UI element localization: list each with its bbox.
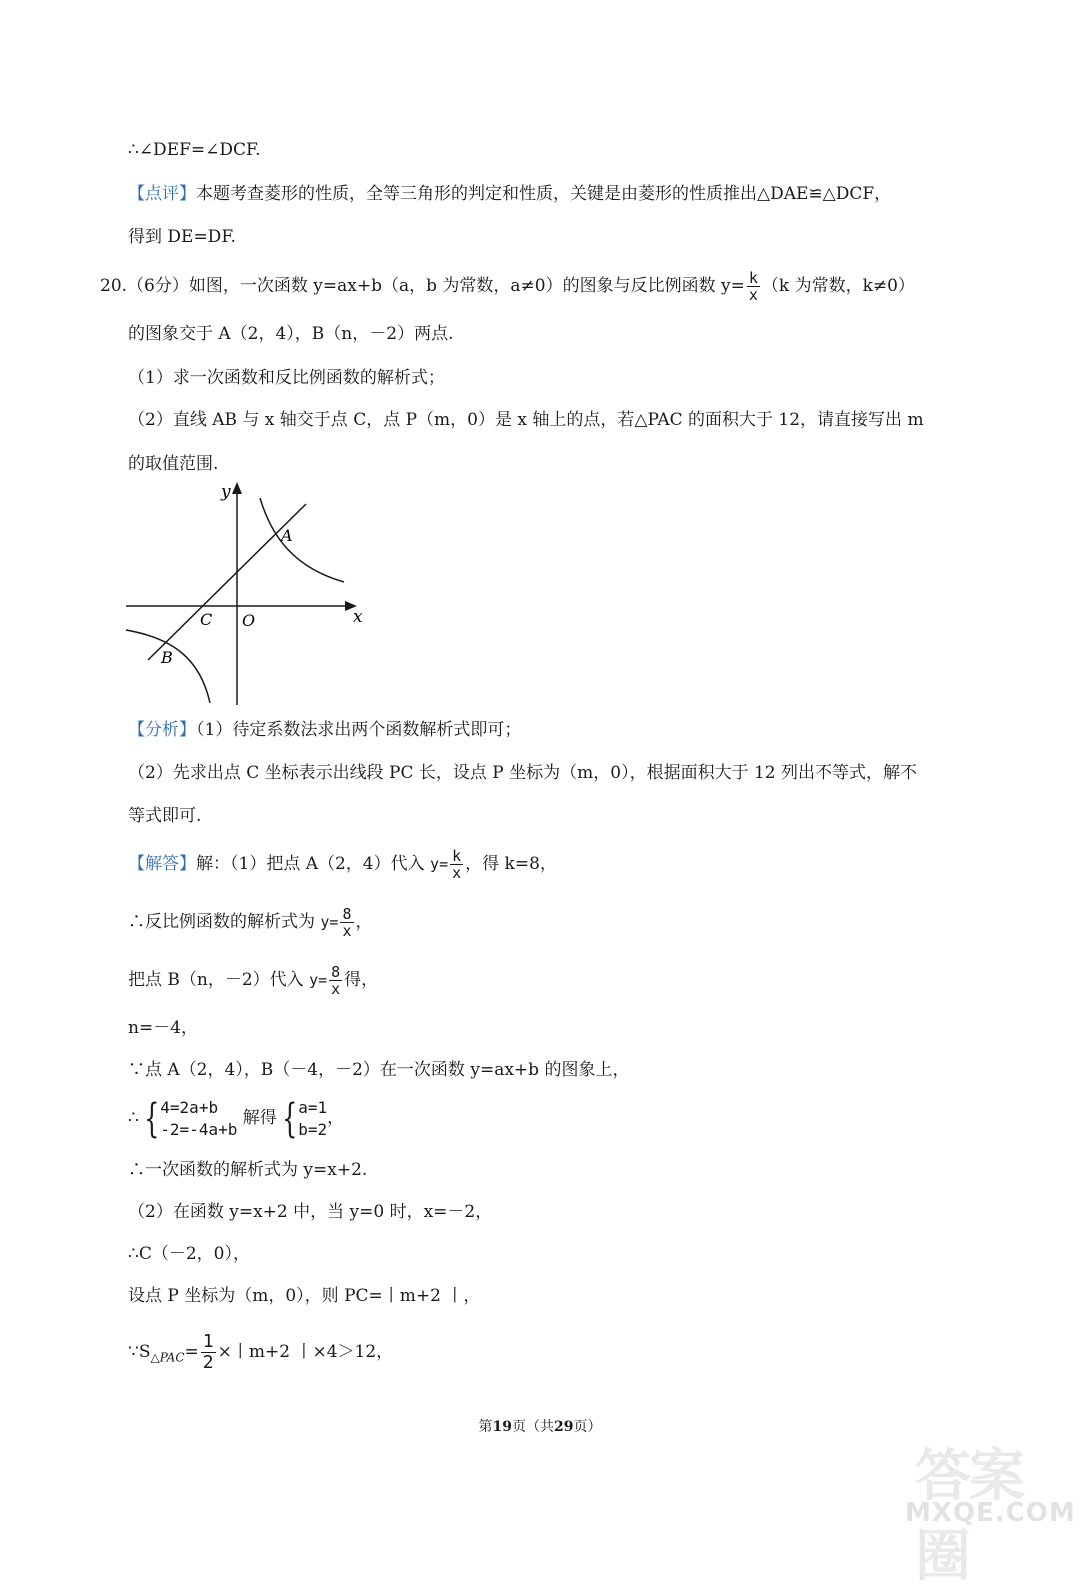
fraction-numerator: 1 — [202, 1331, 214, 1352]
question-20-part-1: （1）求一次函数和反比例函数的解析式； — [128, 368, 445, 388]
equation-row: 4=2a+b — [160, 1097, 219, 1117]
solution-line-7: ∴一次函数的解析式为 y=x+2. — [128, 1160, 368, 1180]
solution-text-2b: ， — [355, 912, 373, 932]
area-subscript: △PAC — [150, 1350, 185, 1365]
fraction-numerator: k — [748, 269, 758, 287]
fraction-denominator: x — [452, 864, 462, 882]
comment-tag: 【点评】 — [128, 184, 196, 204]
solution-text-3b: 得， — [344, 970, 379, 990]
label-origin-O: O — [242, 611, 256, 630]
fraction-numerator: k — [452, 847, 462, 865]
equation-system-1 — [160, 1097, 237, 1141]
solution-text-6a: ∴ — [128, 1108, 139, 1128]
analysis-line-1 — [128, 718, 521, 742]
solution-text-2a: ∴反比例函数的解析式为 — [128, 912, 315, 932]
solution-line-2 — [128, 906, 373, 939]
analysis-text-1: （1）待定系数法求出两个函数解析式即可； — [196, 720, 522, 740]
watermark-text-top: 答案圈 — [915, 1444, 1023, 1589]
question-20-text-b: （k 为常数，k≠0） — [761, 276, 915, 296]
solution-text-6b: 解得 — [242, 1108, 277, 1128]
fraction-denominator: x — [748, 286, 758, 304]
solution-1-lhs: y= — [430, 855, 449, 873]
solution-text-3a: 把点 B（n，－2）代入 — [128, 970, 304, 990]
comment-line-2: 得到 DE=DF. — [128, 227, 236, 247]
fraction-denominator: 2 — [202, 1352, 214, 1373]
solution-3-lhs: y= — [309, 971, 328, 989]
solution-line-10: 设点 P 坐标为（m，0），则 PC=丨m+2 丨， — [128, 1286, 481, 1306]
analysis-tag: 【分析】 — [128, 720, 196, 740]
left-brace-2: { — [281, 1095, 298, 1142]
solution-line-3 — [128, 964, 378, 997]
fraction-8-over-x-2 — [329, 964, 342, 997]
function-graph-figure — [120, 478, 380, 713]
comment-text: 本题考查菱形的性质，全等三角形的判定和性质，关键是由菱形的性质推出△DAE≌△DCF， — [196, 184, 892, 204]
proof-conclusion: ∴∠DEF=∠DCF. — [128, 140, 261, 160]
solution-line-6 — [128, 1092, 344, 1144]
fraction-k-over-x-solution — [450, 848, 463, 881]
fraction-denominator: x — [331, 980, 341, 998]
fraction-numerator: 8 — [342, 905, 352, 923]
solution-11-eq: = — [184, 1342, 199, 1362]
solution-2-lhs: y= — [320, 913, 339, 931]
footer-mid: 页（共 — [512, 1419, 554, 1435]
label-point-A: A — [281, 526, 293, 545]
watermark-logo — [905, 1430, 1076, 1589]
footer-total-pages: 29 — [554, 1419, 574, 1435]
question-20-part-2: （2）直线 AB 与 x 轴交于点 C，点 P（m，0）是 x 轴上的点，若△PAC 的面积大于 12，请直接写出 m — [128, 410, 924, 430]
analysis-line-2: （2）先求出点 C 坐标表示出线段 PC 长，设点 P 坐标为（m，0），根据面积大于 12 列出不等式，解不 — [128, 763, 918, 783]
footer-prefix: 第 — [478, 1419, 493, 1435]
fraction-denominator: x — [342, 922, 352, 940]
watermark-text-bottom: MXQE.COM — [905, 1498, 1076, 1528]
equation-row: -2=-4a+b — [160, 1119, 238, 1139]
label-x: x — [353, 607, 363, 627]
footer-page-number: 19 — [492, 1419, 512, 1435]
fraction-numerator: 8 — [331, 963, 341, 981]
equation-system-2 — [298, 1097, 327, 1141]
analysis-line-3: 等式即可. — [128, 806, 202, 826]
question-20-part-2-cont: 的取值范围. — [128, 454, 219, 474]
label-y: y — [221, 482, 231, 502]
solution-text-11b: ×丨m+2 丨×4＞12， — [217, 1342, 394, 1362]
solution-line-4: n=－4， — [128, 1018, 199, 1038]
solution-line-9: ∴C（－2，0）， — [128, 1244, 250, 1264]
label-point-B: B — [161, 648, 173, 667]
label-point-C: C — [200, 610, 213, 629]
question-20-stem — [100, 270, 915, 303]
solution-text-1a: 解：（1）把点 A（2，4）代入 — [196, 854, 425, 874]
hyperbola-branch-upper — [260, 498, 344, 582]
solution-line-5: ∵点 A（2，4），B（－4，－2）在一次函数 y=ax+b 的图象上， — [128, 1060, 630, 1080]
y-axis-arrow-icon — [232, 482, 242, 494]
solution-text-11a: ∵S — [128, 1342, 151, 1362]
comment-line — [128, 182, 891, 206]
solution-text-1b: ，得 k=8， — [465, 854, 557, 874]
question-20-text-a: 20.（6分）如图，一次函数 y=ax+b（a，b 为常数，a≠0）的图象与反比例函数 y= — [100, 276, 745, 296]
equation-row: a=1 — [298, 1097, 328, 1117]
equation-row: b=2 — [298, 1119, 328, 1139]
fraction-k-over-x — [747, 270, 760, 303]
solution-line-8: （2）在函数 y=x+2 中，当 y=0 时，x=－2， — [128, 1202, 493, 1222]
solution-text-6c: ， — [327, 1108, 345, 1128]
solution-tag: 【解答】 — [128, 854, 196, 874]
fraction-one-half — [201, 1332, 216, 1373]
solution-line-11 — [128, 1332, 393, 1373]
solution-line-1 — [128, 848, 557, 881]
question-20-stem-2: 的图象交于 A（2，4），B（n，－2）两点. — [128, 324, 454, 344]
fraction-8-over-x — [340, 906, 353, 939]
footer-suffix: 页） — [573, 1419, 602, 1435]
left-brace-1: { — [143, 1095, 160, 1142]
